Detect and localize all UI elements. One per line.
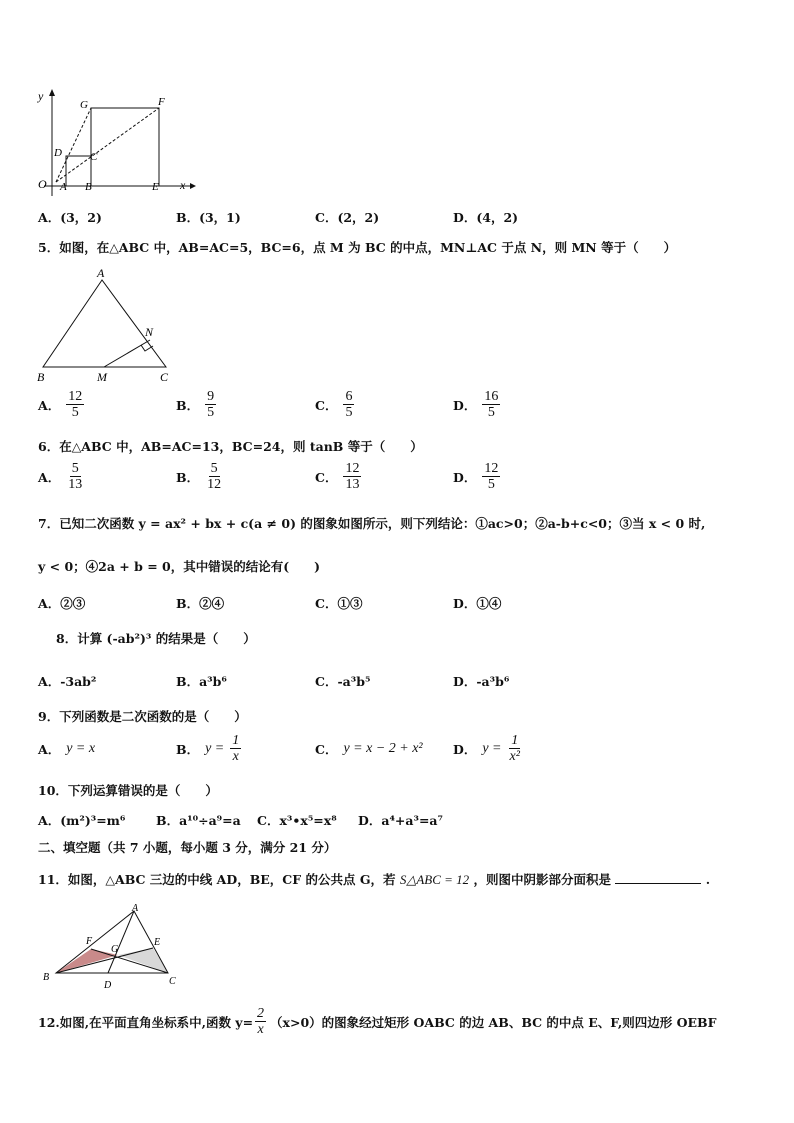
q11-answer-blank[interactable] bbox=[615, 871, 701, 884]
q11-shade-red bbox=[56, 949, 118, 973]
q4-point-c: C bbox=[90, 151, 98, 163]
q4-origin-label: O bbox=[38, 177, 47, 191]
q4-figure bbox=[30, 86, 200, 198]
q5-option-c[interactable]: C． $\frac{6}{5}$ bbox=[315, 389, 353, 421]
q9-option-b[interactable]: B． y = $\frac{1}{x}$ bbox=[176, 733, 240, 765]
q4-point-d: D bbox=[54, 147, 62, 159]
q6-option-a[interactable]: A． $\frac{5}{13}$ bbox=[38, 461, 83, 493]
q12-question bbox=[38, 1006, 716, 1038]
q11-point-d: D bbox=[104, 980, 112, 991]
q11-shade-gray bbox=[118, 948, 168, 973]
q6-option-c[interactable]: C． $\frac{12}{13}$ bbox=[315, 461, 360, 493]
q12-fraction: $\frac{2}{x}$ bbox=[257, 1006, 265, 1038]
q8-question: 8．计算 (-ab²)³ 的结果是（ ） bbox=[56, 631, 256, 646]
q8-option-b[interactable]: B．a³b⁶ bbox=[176, 674, 227, 689]
q5-point-m: M bbox=[97, 370, 107, 384]
q4-y-label: y bbox=[38, 89, 44, 103]
q6-option-d[interactable]: D． $\frac{12}{5}$ bbox=[453, 461, 499, 493]
q7-option-b[interactable]: B．②④ bbox=[176, 596, 225, 611]
q11-period: . bbox=[705, 872, 711, 887]
q4-option-a[interactable]: A．(3，2) bbox=[38, 210, 102, 225]
q11-text-after: ，则图中阴影部分面积是 bbox=[473, 872, 612, 887]
q7-option-c[interactable]: C．①③ bbox=[315, 596, 363, 611]
q10-option-c[interactable]: C．x³•x⁵=x⁸ bbox=[257, 813, 337, 828]
q10-option-b[interactable]: B．a¹⁰÷a⁹=a bbox=[156, 813, 241, 828]
q6-option-b[interactable]: B． $\frac{5}{12}$ bbox=[176, 461, 222, 493]
q12-text-before: 12.如图,在平面直角坐标系中,函数 y= bbox=[38, 1014, 254, 1030]
q4-option-b[interactable]: B．(3，1) bbox=[176, 210, 241, 225]
q5-point-n: N bbox=[145, 325, 154, 339]
q11-text-before: 11．如图，△ABC 三边的中线 AD，BE，CF 的公共点 G，若 bbox=[38, 872, 396, 887]
q7-question-line2: y < 0；④2a + b = 0，其中错误的结论有( ) bbox=[38, 559, 321, 574]
q9-option-a[interactable]: A． y = x bbox=[38, 741, 96, 757]
q5-figure bbox=[34, 266, 184, 386]
q4-option-d[interactable]: D．(4，2) bbox=[453, 210, 519, 225]
q10-question: 10．下列运算错误的是（ ） bbox=[38, 783, 218, 798]
q4-x-label: x bbox=[180, 178, 186, 192]
q4-point-g: G bbox=[80, 99, 88, 111]
q9-option-d[interactable]: D． y = $\frac{1}{\text{x²}}$ bbox=[453, 733, 520, 765]
q10-option-d[interactable]: D．a⁴+a³=a⁷ bbox=[358, 813, 444, 828]
q11-point-a: A bbox=[132, 904, 139, 914]
q5-option-d[interactable]: D． $\frac{16}{5}$ bbox=[453, 389, 499, 421]
q4-option-c[interactable]: C．(2，2) bbox=[315, 210, 380, 225]
q5-point-a: A bbox=[97, 266, 105, 280]
q11-point-f: F bbox=[86, 936, 93, 947]
q9-question: 9．下列函数是二次函数的是（ ） bbox=[38, 709, 247, 724]
q5-point-c: C bbox=[160, 370, 169, 384]
q12-text-after: （x>0）的图象经过矩形 OABC 的边 AB、BC 的中点 E、F,则四边形 OEBF bbox=[270, 1014, 717, 1030]
q8-option-a[interactable]: A．-3ab² bbox=[38, 674, 97, 689]
q4-point-f: F bbox=[158, 96, 165, 108]
q4-point-b: B bbox=[85, 181, 92, 193]
q4-point-e: E bbox=[152, 181, 159, 193]
q11-figure bbox=[36, 904, 186, 992]
q5-point-b: B bbox=[37, 370, 45, 384]
q11-point-g: G bbox=[111, 944, 119, 955]
q5-option-b[interactable]: B． $\frac{9}{5}$ bbox=[176, 389, 215, 421]
section-heading: 二、填空题（共 7 小题，每小题 3 分，满分 21 分） bbox=[38, 840, 337, 855]
q10-option-a[interactable]: A．(m²)³=m⁶ bbox=[38, 813, 126, 828]
q7-option-a[interactable]: A．②③ bbox=[38, 596, 86, 611]
q7-question-line1: 7．已知二次函数 y = ax² + bx + c(a ≠ 0) 的图象如图所示，则下列结论：①ac>0；②a-b+c<0；③当 x < 0 时, bbox=[38, 516, 706, 531]
q11-point-c: C bbox=[169, 976, 176, 987]
q5-question: 5．如图，在△ABC 中，AB=AC=5，BC=6，点 M 为 BC 的中点，MN⊥AC 于点 N，则 MN 等于（ ） bbox=[38, 240, 677, 255]
q11-question bbox=[38, 870, 710, 888]
q11-area: S△ABC = 12 bbox=[399, 872, 470, 887]
q6-question: 6．在△ABC 中，AB=AC=13，BC=24，则 tanB 等于（ ） bbox=[38, 439, 423, 454]
q11-point-e: E bbox=[154, 937, 161, 948]
q11-point-b: B bbox=[43, 972, 50, 983]
q5-option-a[interactable]: A． $\frac{12}{5}$ bbox=[38, 389, 83, 421]
q8-option-d[interactable]: D．-a³b⁶ bbox=[453, 674, 510, 689]
q4-point-a: A bbox=[60, 181, 67, 193]
q8-option-c[interactable]: C．-a³b⁵ bbox=[315, 674, 371, 689]
q7-option-d[interactable]: D．①④ bbox=[453, 596, 502, 611]
q9-option-c[interactable]: C． y = x − 2 + x² bbox=[315, 741, 423, 757]
